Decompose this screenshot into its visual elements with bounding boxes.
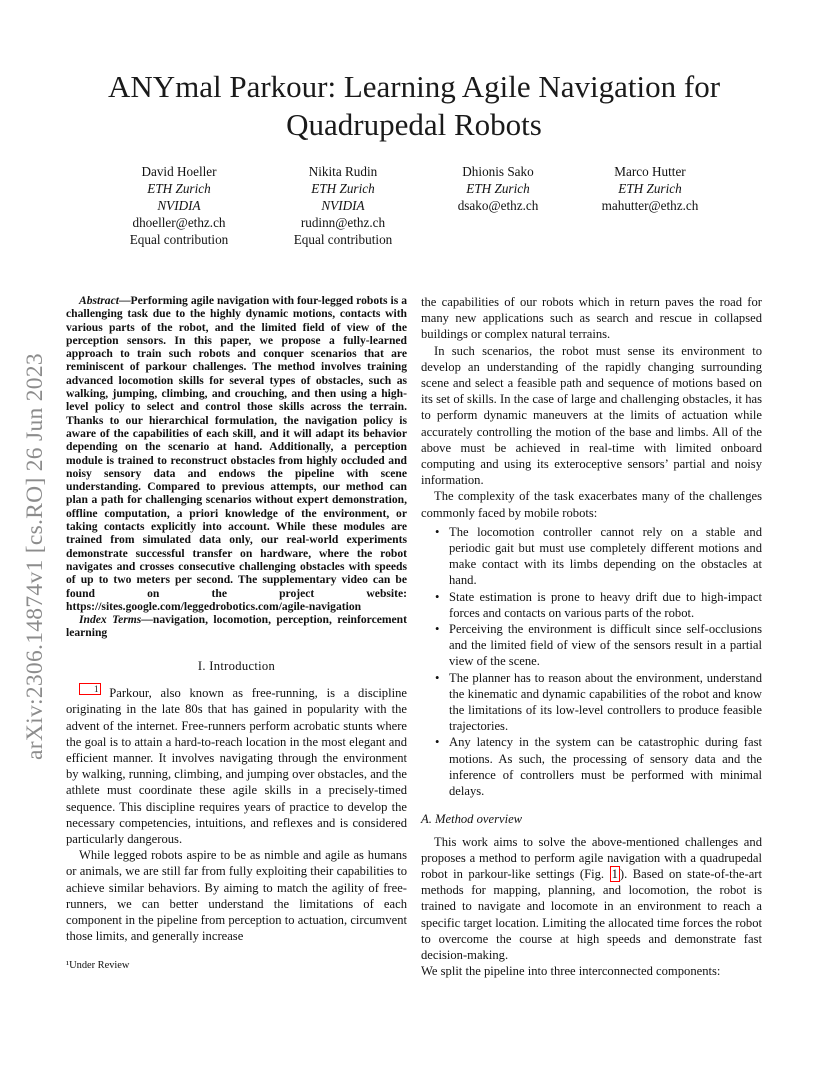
abstract xyxy=(66,294,407,613)
right-column xyxy=(421,294,762,979)
author-name: Marco Hutter xyxy=(614,164,686,179)
author-affiliation: ETH Zurich xyxy=(147,181,211,196)
intro-paragraph-1 xyxy=(66,683,407,847)
subsection-heading: A. Method overview xyxy=(421,812,523,827)
author-email: rudinn@ethz.ch xyxy=(300,215,386,230)
intro-paragraph-2: While legged robots aspire to be as nimble and agile as humans or animals, we are still far from fully exploiting their capabilities to achieve similar behaviors. By aiming to match the agility of free-runners, we can better understand the limitations of each component in the pipeline from perception to actuation, circumvent those limits, and generally increase xyxy=(66,848,407,944)
paper-title xyxy=(40,68,788,144)
author-name: Nikita Rudin xyxy=(308,164,378,179)
author-block-1 xyxy=(94,163,264,248)
author-block-2 xyxy=(258,163,428,248)
author-email: dsako@ethz.ch xyxy=(457,198,539,213)
author-name: Dhionis Sako xyxy=(462,164,534,179)
challenge-list xyxy=(421,524,762,799)
author-email: mahutter@ethz.ch xyxy=(601,198,699,213)
title-line-2: Quadrupedal Robots xyxy=(286,107,542,142)
index-terms-text: —navigation, locomotion, perception, reinforcement learning xyxy=(66,613,407,640)
list-item: • The planner has to reason about the environment, understand the kinematic and dynamic capabilities of the robot and know the limitations of its low-level controllers to produce feasible trajectories. xyxy=(449,670,762,735)
figure-reference-link[interactable]: 1 xyxy=(611,866,618,881)
title-line-1: ANYmal Parkour: Learning Agile Navigation for xyxy=(107,69,721,104)
footnote: ¹Under Review xyxy=(66,960,130,971)
abstract-label: Abstract xyxy=(79,294,119,307)
arxiv-stamp: arXiv:2306.14874v1 [cs.RO] 26 Jun 2023 xyxy=(22,353,48,760)
author-block-3 xyxy=(413,163,583,214)
section-heading: I. Introduction xyxy=(197,658,276,673)
intro-paragraph-1-text: Parkour, also known as free-running, is a discipline originating in the late 80s that has gained in popularity with the advent of the internet. Free-runners perform acrobatic stunts where the goal is to attain a hard-to-reach location in the most elegant and efficient manner. It involves navigating through the environment by walking, running, climbing, and jumping over obstacles, and the athlete must coordinate these agile skills in a precisely-timed sequence. This discipline requires years of practice to develop the necessary competencies, intuitions, and reflexes and is considered particularly dangerous. xyxy=(66,686,407,846)
abstract-text: —Performing agile navigation with four-legged robots is a challenging task due to the highly dynamic motions, contacts with various parts of the robot, and the limited field of view of the perception sensors. In this paper, we propose a fully-learned approach to train such robots and conquer scenarios that are reminiscent of parkour challenges. The method involves training advanced locomotion skills for several types of obstacles, such as walking, jumping, climbing, and crouching, and then using a high-level policy to select and control those skills across the terrain. Thanks to our hierarchical formulation, the navigation policy is aware of the capabilities of each skill, and it will adapt its behavior depending on the scenario at hand. Additionally, a perception module is trained to reconstruct obstacles from highly occluded and noisy sensory data and endows the pipeline with scene understanding. Compared to previous attempts, our method can plan a path for challenging scenarios without expert demonstration, offline computation, a priori knowledge of the environment, or taking contacts explicitly into account. While these modules are trained from simulated data only, our real-world experiments demonstrate successful transfer on hardware, where the robot navigates and crosses consecutive challenging obstacles with speeds of up to two meters per second. The supplementary video can be found on the project website: https://sites.google.com/leggedrobotics.com/agile-navigation xyxy=(66,294,407,613)
author-note: Equal contribution xyxy=(129,232,229,247)
index-terms-label: Index Terms xyxy=(79,613,142,627)
list-item: • State estimation is prone to heavy drift due to high-impact forces and contacts on various parts of the robot. xyxy=(449,589,762,621)
author-affiliation: ETH Zurich xyxy=(311,181,375,196)
author-affiliation: ETH Zurich xyxy=(618,181,682,196)
author-affiliation: NVIDIA xyxy=(321,198,365,213)
right-paragraph-1: the capabilities of our robots which in return paves the road for many new applications such as search and rescue in collapsed buildings or complex natural terrains. xyxy=(421,295,762,342)
author-block-4 xyxy=(565,163,735,214)
left-column xyxy=(66,294,407,944)
method-paragraph-2: We split the pipeline into three interconnected components: xyxy=(421,964,721,979)
right-paragraph-2: In such scenarios, the robot must sense its environment to develop an understanding of the rapidly changing surrounding scene and select a feasible path and sequence of motions based on its set of skills. In the case of large and challenging obstacles, it has to perform dynamic maneuvers at the limits of actuation while accurately controlling the motion of the base and limbs. All of the above must be achieved in real-time with limited onboard computing and using its exteroceptive sensors’ partial and noisy information. xyxy=(421,343,762,488)
method-text-a: This work aims to solve the above-mentioned challenges and proposes a method to perform agile navigation with a quadrupedal robot in parkour-like settings (Fig. xyxy=(421,834,762,881)
list-item: • Perceiving the environment is difficult since self-occlusions and the limited field of view of the sensors result in a partial view of the scene. xyxy=(449,621,762,670)
list-item: • Any latency in the system can be catastrophic during fast motions. As such, the processing of sensory data and the inference of controllers must be performed with minimal delays. xyxy=(449,734,762,799)
method-paragraph-1 xyxy=(421,834,762,964)
author-email: dhoeller@ethz.ch xyxy=(132,215,226,230)
list-item: • The locomotion controller cannot rely on a stable and periodic gait but must use completely different motions and make contact with its limbs depending on the obstacles at hand. xyxy=(449,524,762,589)
right-paragraph-3: The complexity of the task exacerbates many of the challenges commonly faced by mobile robots: xyxy=(421,489,762,520)
author-affiliation: ETH Zurich xyxy=(466,181,530,196)
index-terms xyxy=(66,613,407,640)
method-text-b: ). Based on state-of-the-art methods for mapping, planning, and locomotion, the robot is trained to navigate and locomote in an environment to reach a specific target location. Limiting the allocated time forces the robot to overcome the course at high speeds and demonstrate fast decision-making. xyxy=(421,866,762,962)
footnote-link[interactable]: 1 xyxy=(79,683,101,695)
author-name: David Hoeller xyxy=(141,164,217,179)
author-affiliation: NVIDIA xyxy=(157,198,201,213)
author-note: Equal contribution xyxy=(293,232,393,247)
